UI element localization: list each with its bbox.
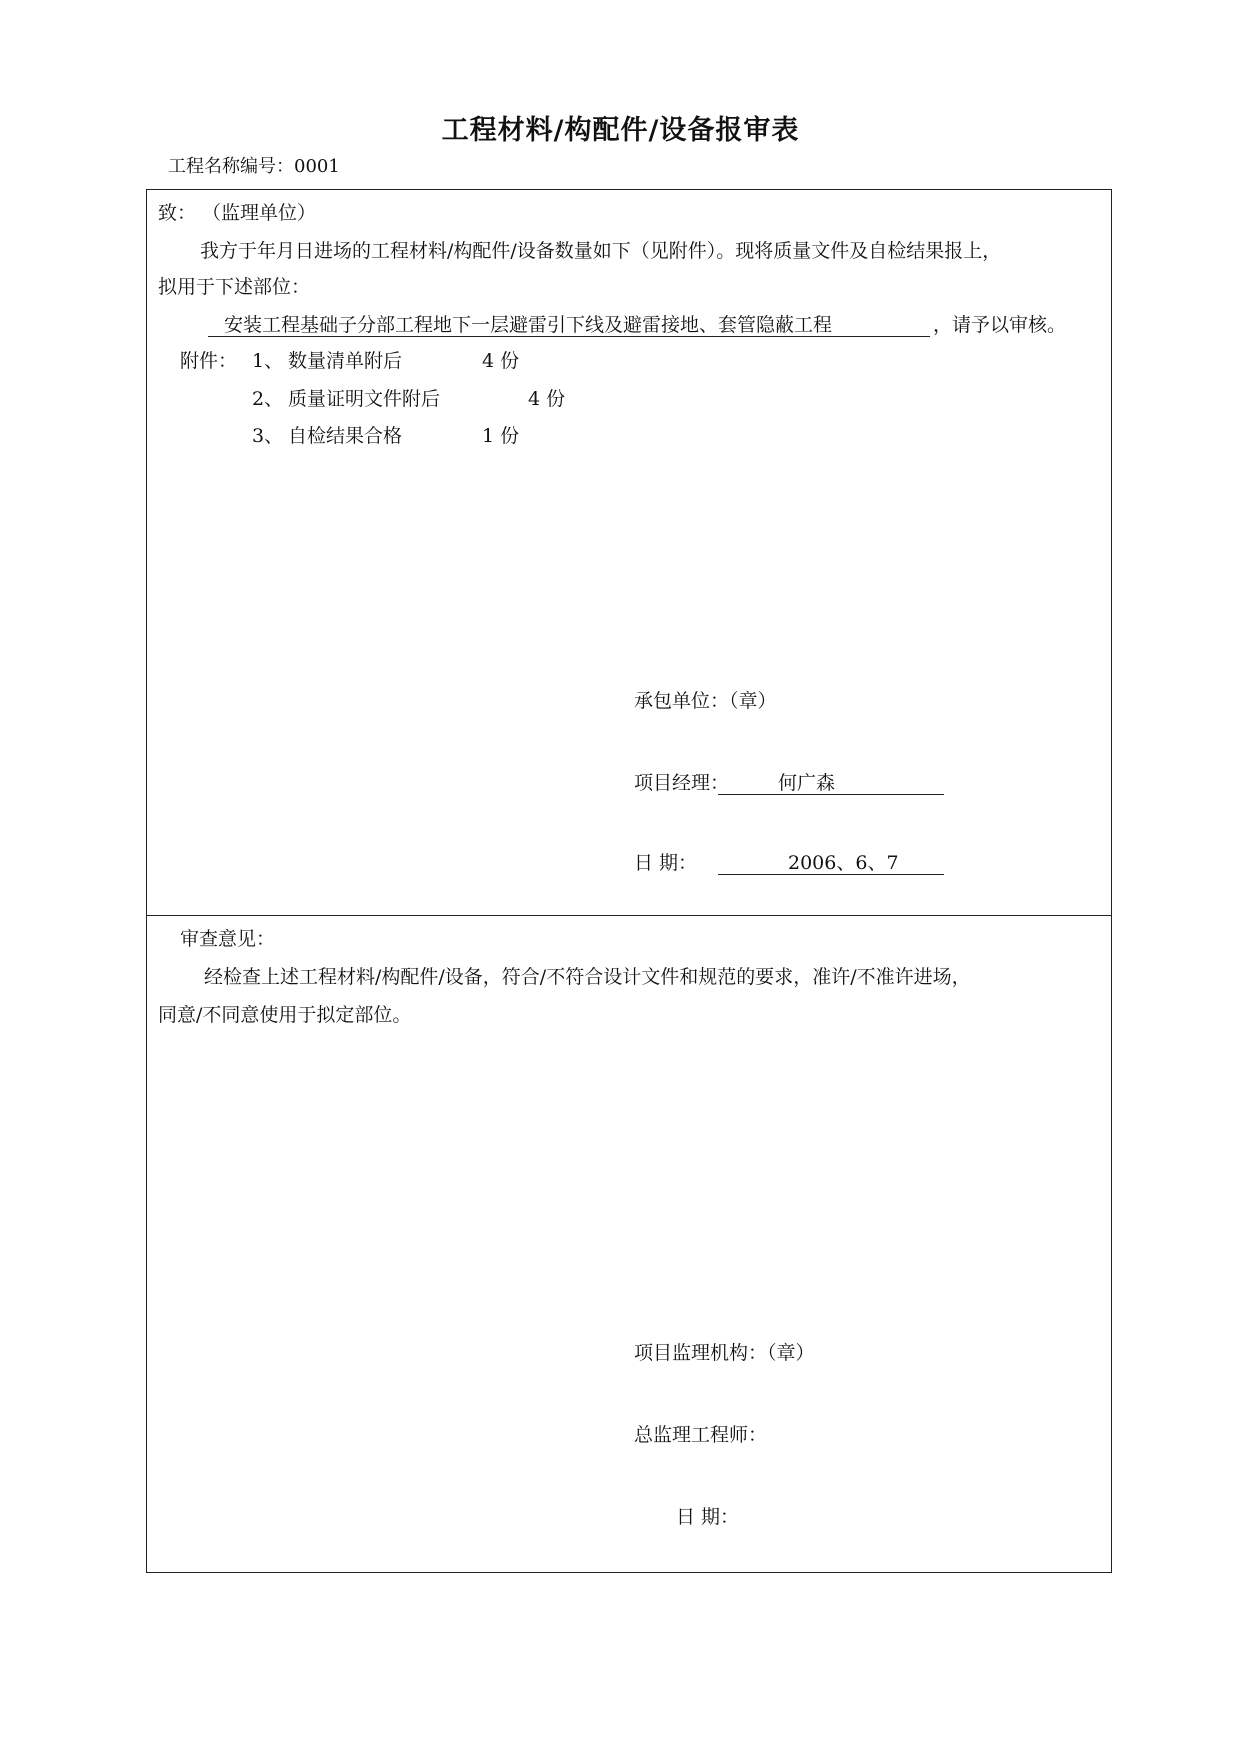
review-paragraph-line1: 经检查上述工程材料/构配件/设备，符合/不符合设计文件和规范的要求，准许/不准许进场， xyxy=(204,966,971,988)
usage-location: 安装工程基础子分部工程地下一层避雷引下线及避雷接地、套管隐蔽工程 xyxy=(224,314,833,336)
review-date-label: 日 期： xyxy=(676,1506,740,1528)
usage-location-suffix: ，请予以审核。 xyxy=(933,314,1067,336)
addressee-line: 致： （监理单位） xyxy=(158,202,317,224)
project-number xyxy=(168,152,340,178)
attachment-1-no: 1、 xyxy=(252,350,284,372)
attachment-1-count: 4 份 xyxy=(482,350,520,372)
application-date-value: 2006、6、7 xyxy=(788,852,899,874)
project-manager-label: 项目经理： xyxy=(634,772,730,794)
review-paragraph-line2: 同意/不同意使用于拟定部位。 xyxy=(158,1004,412,1026)
project-manager-underline xyxy=(718,794,944,795)
usage-location-underline xyxy=(208,336,930,337)
review-heading: 审查意见： xyxy=(180,928,276,950)
document-title: 工程材料/构配件/设备报审表 xyxy=(441,115,800,146)
chief-engineer-label: 总监理工程师： xyxy=(634,1424,768,1446)
attachment-2-no: 2、 xyxy=(252,388,284,410)
attachment-1-name: 数量清单附后 xyxy=(288,350,403,372)
section-divider xyxy=(146,915,1112,916)
attachment-3-count: 1 份 xyxy=(482,425,520,447)
attachments-label: 附件： xyxy=(180,350,238,372)
project-number-label: 工程名称编号： xyxy=(168,156,294,177)
application-paragraph-line2: 拟用于下述部位： xyxy=(158,276,311,298)
project-number-value: 0001 xyxy=(294,156,340,177)
application-paragraph-line1: 我方于年月日进场的工程材料/构配件/设备数量如下（见附件）。现将质量文件及自检结果报上， xyxy=(200,240,1002,262)
application-date-underline xyxy=(718,874,944,875)
supervision-seal-label: 项目监理机构：（章） xyxy=(634,1342,815,1364)
attachment-2-name: 质量证明文件附后 xyxy=(288,388,441,410)
attachment-2-count: 4 份 xyxy=(528,388,566,410)
contractor-seal-label: 承包单位：（章） xyxy=(634,690,777,712)
attachment-3-name: 自检结果合格 xyxy=(288,425,403,447)
application-date-label: 日 期： xyxy=(634,852,698,874)
attachment-3-no: 3、 xyxy=(252,425,284,447)
project-manager-name: 何广森 xyxy=(778,772,836,794)
